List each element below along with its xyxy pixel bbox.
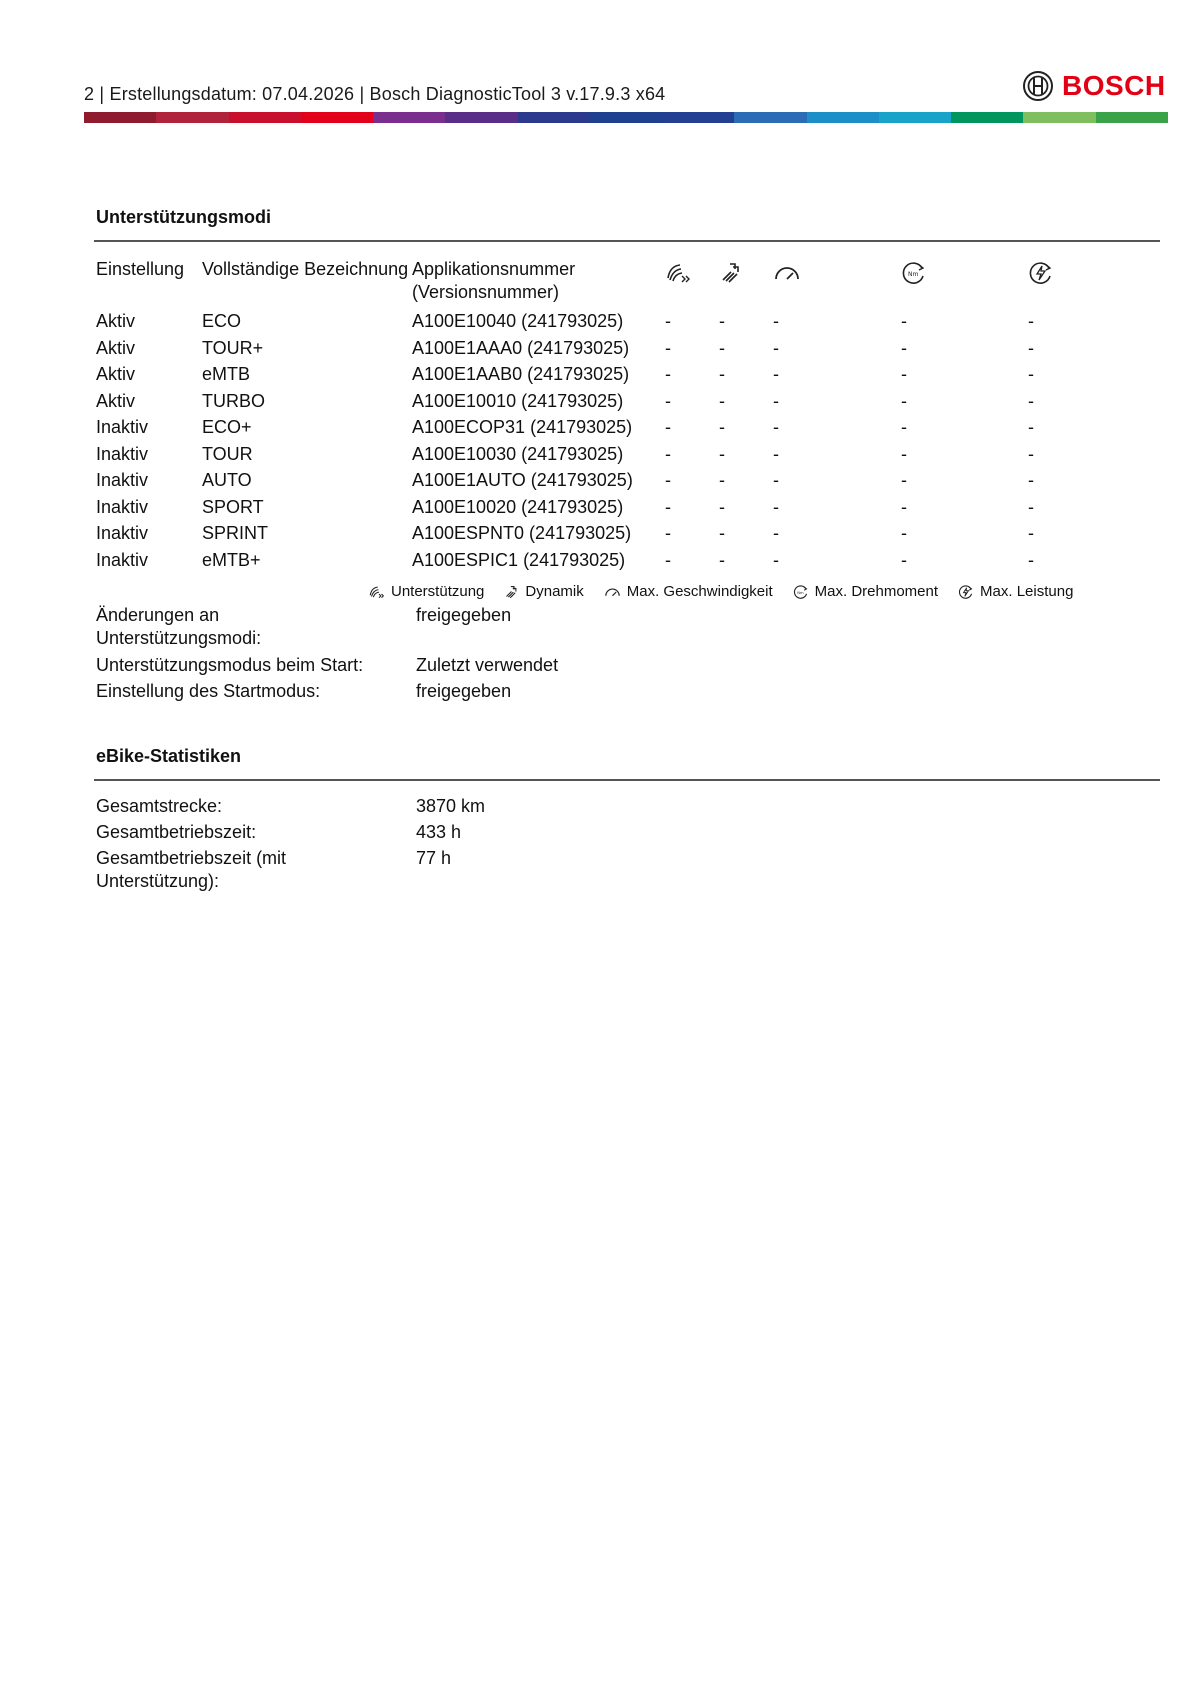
cell-app-number: A100E10010 (241793025) bbox=[412, 390, 624, 411]
cell-setting: Aktiv bbox=[96, 390, 136, 411]
cell-max-power: - bbox=[1028, 390, 1034, 411]
column-header-max-speed bbox=[773, 258, 901, 310]
cell-max-speed: - bbox=[773, 364, 779, 384]
stripe-segment bbox=[1096, 112, 1168, 123]
cell-full-name: ECO+ bbox=[202, 417, 252, 437]
total-runtime-value: 433 h bbox=[416, 822, 462, 842]
legend-label-max-speed: Max. Geschwindigkeit bbox=[626, 583, 773, 600]
assisted-runtime-label: Gesamtbetriebszeit (mit Unterstützung): bbox=[96, 848, 287, 891]
cell-full-name: TOUR bbox=[202, 443, 253, 464]
cell-support: - bbox=[665, 311, 671, 331]
cell-max-power: - bbox=[1028, 417, 1034, 437]
cell-support: - bbox=[665, 337, 671, 358]
stripe-segment bbox=[373, 112, 445, 123]
column-header-max-torque bbox=[901, 258, 1028, 310]
support-icon bbox=[665, 260, 691, 284]
stripe-segment bbox=[879, 112, 951, 123]
power-icon bbox=[958, 584, 974, 600]
legend-item-dynamics bbox=[504, 583, 583, 600]
column-header-dynamics bbox=[719, 258, 773, 310]
column-header-max-power bbox=[1028, 258, 1068, 310]
cell-max-speed: - bbox=[773, 523, 779, 543]
cell-app-number: A100ESPNT0 (241793025) bbox=[412, 523, 632, 543]
dynamics-icon bbox=[719, 260, 743, 284]
cell-app-number: A100E1AUTO (241793025) bbox=[412, 470, 633, 490]
cell-max-power: - bbox=[1028, 470, 1034, 490]
table-row bbox=[96, 390, 1068, 417]
cell-full-name: TOUR+ bbox=[202, 337, 264, 358]
cell-support: - bbox=[665, 390, 671, 411]
stripe-segment bbox=[951, 112, 1023, 123]
changes-value: freigegeben bbox=[416, 605, 512, 625]
cell-max-speed: - bbox=[773, 549, 779, 570]
cell-full-name: AUTO bbox=[202, 470, 252, 490]
table-header-row bbox=[96, 258, 1068, 310]
table-row bbox=[96, 522, 1068, 549]
cell-app-number: A100E10040 (241793025) bbox=[412, 311, 624, 331]
column-header-support bbox=[665, 258, 719, 310]
legend-item-support bbox=[368, 583, 484, 600]
svg-text:Nm: Nm bbox=[796, 590, 804, 595]
stripe-segment bbox=[734, 112, 806, 123]
svg-text:Nm: Nm bbox=[908, 271, 919, 278]
torque-icon bbox=[793, 584, 809, 600]
cell-max-speed: - bbox=[773, 443, 779, 464]
total-distance-label: Gesamtstrecke: bbox=[96, 796, 223, 816]
table-row bbox=[96, 310, 1068, 337]
table-row bbox=[96, 337, 1068, 364]
stats-section-title: eBike-Statistiken bbox=[96, 746, 242, 766]
total-runtime-row bbox=[96, 821, 796, 846]
speedometer-icon bbox=[773, 260, 801, 284]
cell-max-torque: - bbox=[901, 364, 907, 384]
start-mode-row bbox=[96, 654, 796, 679]
cell-full-name: SPRINT bbox=[202, 523, 269, 543]
cell-support: - bbox=[665, 523, 671, 543]
cell-max-torque: - bbox=[901, 390, 907, 411]
cell-max-speed: - bbox=[773, 390, 779, 411]
start-mode-label: Unterstützungsmodus beim Start: bbox=[96, 655, 364, 675]
stripe-segment bbox=[1023, 112, 1095, 123]
stripe-segment bbox=[662, 112, 734, 123]
cell-dynamics: - bbox=[719, 364, 725, 384]
column-header-setting: Einstellung bbox=[96, 259, 185, 279]
start-setting-row bbox=[96, 680, 796, 705]
icon-legend bbox=[368, 583, 1093, 600]
table-row bbox=[96, 469, 1068, 496]
legend-label-max-torque: Max. Drehmoment bbox=[814, 583, 939, 600]
cell-support: - bbox=[665, 470, 671, 490]
bosch-logo bbox=[1022, 68, 1166, 104]
cell-setting: Inaktiv bbox=[96, 496, 149, 517]
cell-app-number: A100ESPIC1 (241793025) bbox=[412, 549, 626, 570]
changes-row bbox=[96, 604, 796, 654]
cell-max-speed: - bbox=[773, 470, 779, 490]
cell-app-number: A100E10030 (241793025) bbox=[412, 443, 624, 464]
total-distance-value: 3870 km bbox=[416, 796, 486, 816]
legend-label-max-power: Max. Leistung bbox=[980, 583, 1074, 600]
cell-full-name: TURBO bbox=[202, 390, 265, 411]
cell-app-number: A100E1AAB0 (241793025) bbox=[412, 364, 630, 384]
cell-max-speed: - bbox=[773, 417, 779, 437]
speedometer-icon bbox=[604, 584, 621, 599]
changes-label: Änderungen an Unterstützungsmodi: bbox=[96, 605, 262, 648]
stripe-segment bbox=[590, 112, 662, 123]
column-header-app-number: Applikationsnummer (Versionsnummer) bbox=[412, 259, 576, 302]
table-row bbox=[96, 496, 1068, 523]
cell-support: - bbox=[665, 364, 671, 384]
cell-support: - bbox=[665, 443, 671, 464]
cell-dynamics: - bbox=[719, 443, 725, 464]
assisted-runtime-value: 77 h bbox=[416, 848, 452, 868]
total-runtime-label: Gesamtbetriebszeit: bbox=[96, 822, 257, 842]
cell-support: - bbox=[665, 549, 671, 570]
bosch-armature-icon bbox=[1022, 70, 1054, 102]
cell-max-speed: - bbox=[773, 496, 779, 517]
cell-setting: Aktiv bbox=[96, 311, 136, 331]
cell-max-torque: - bbox=[901, 337, 907, 358]
cell-max-torque: - bbox=[901, 523, 907, 543]
modes-section-title: Unterstützungsmodi bbox=[96, 207, 271, 227]
table-row bbox=[96, 549, 1068, 576]
cell-dynamics: - bbox=[719, 496, 725, 517]
document-header: 2 | Erstellungsdatum: 07.04.2026 | Bosch DiagnosticTool 3 v.17.9.3 x64 bbox=[84, 84, 666, 104]
cell-setting: Inaktiv bbox=[96, 417, 149, 437]
legend-label-support: Unterstützung bbox=[391, 583, 485, 600]
stripe-segment bbox=[156, 112, 228, 123]
support-icon bbox=[368, 584, 385, 599]
cell-max-power: - bbox=[1028, 443, 1034, 464]
cell-support: - bbox=[665, 496, 671, 517]
cell-setting: Inaktiv bbox=[96, 443, 149, 464]
table-row bbox=[96, 443, 1068, 470]
cell-setting: Aktiv bbox=[96, 364, 136, 384]
table-row bbox=[96, 416, 1068, 443]
legend-item-max-power bbox=[958, 583, 1073, 600]
cell-full-name: ECO bbox=[202, 311, 242, 331]
cell-max-speed: - bbox=[773, 337, 779, 358]
stripe-segment bbox=[301, 112, 373, 123]
cell-full-name: SPORT bbox=[202, 496, 264, 517]
start-setting-label: Einstellung des Startmodus: bbox=[96, 681, 321, 701]
cell-max-torque: - bbox=[901, 496, 907, 517]
cell-dynamics: - bbox=[719, 390, 725, 411]
stripe-segment bbox=[518, 112, 590, 123]
cell-dynamics: - bbox=[719, 549, 725, 570]
cell-full-name: eMTB+ bbox=[202, 549, 261, 570]
cell-support: - bbox=[665, 417, 671, 437]
cell-max-torque: - bbox=[901, 470, 907, 490]
dynamics-icon bbox=[504, 584, 519, 599]
legend-item-max-speed bbox=[604, 583, 773, 600]
stripe-segment bbox=[84, 112, 156, 123]
legend-item-max-torque bbox=[793, 583, 938, 600]
cell-max-power: - bbox=[1028, 496, 1034, 517]
cell-max-power: - bbox=[1028, 311, 1034, 331]
column-header-full-name: Vollständige Bezeichnung bbox=[202, 259, 409, 279]
cell-max-speed: - bbox=[773, 311, 779, 331]
cell-max-power: - bbox=[1028, 523, 1034, 543]
start-mode-value: Zuletzt verwendet bbox=[416, 655, 559, 675]
cell-dynamics: - bbox=[719, 523, 725, 543]
cell-setting: Inaktiv bbox=[96, 549, 149, 570]
cell-dynamics: - bbox=[719, 417, 725, 437]
stats-section-divider bbox=[94, 779, 1160, 781]
cell-max-power: - bbox=[1028, 364, 1034, 384]
cell-max-torque: - bbox=[901, 311, 907, 331]
cell-max-torque: - bbox=[901, 549, 907, 570]
power-icon bbox=[1028, 260, 1054, 286]
start-setting-value: freigegeben bbox=[416, 681, 512, 701]
cell-max-torque: - bbox=[901, 417, 907, 437]
total-distance-row bbox=[96, 795, 796, 820]
assist-modes-table bbox=[96, 258, 1068, 575]
cell-max-torque: - bbox=[901, 443, 907, 464]
cell-max-power: - bbox=[1028, 549, 1034, 570]
cell-dynamics: - bbox=[719, 470, 725, 490]
modes-section-divider bbox=[94, 240, 1160, 242]
stripe-segment bbox=[229, 112, 301, 123]
stripe-segment bbox=[445, 112, 517, 123]
cell-app-number: A100E1AAA0 (241793025) bbox=[412, 337, 630, 358]
table-row bbox=[96, 363, 1068, 390]
cell-app-number: A100ECOP31 (241793025) bbox=[412, 417, 633, 437]
torque-icon bbox=[901, 260, 927, 286]
cell-dynamics: - bbox=[719, 311, 725, 331]
cell-setting: Inaktiv bbox=[96, 470, 149, 490]
stripe-segment bbox=[807, 112, 879, 123]
cell-full-name: eMTB bbox=[202, 364, 251, 384]
cell-setting: Inaktiv bbox=[96, 523, 149, 543]
cell-app-number: A100E10020 (241793025) bbox=[412, 496, 624, 517]
cell-dynamics: - bbox=[719, 337, 725, 358]
cell-max-power: - bbox=[1028, 337, 1034, 358]
brand-color-stripe bbox=[84, 112, 1168, 123]
bosch-wordmark: BOSCH bbox=[1062, 70, 1166, 101]
cell-setting: Aktiv bbox=[96, 337, 136, 358]
assisted-runtime-row bbox=[96, 847, 796, 897]
legend-label-dynamics: Dynamik bbox=[525, 583, 584, 600]
